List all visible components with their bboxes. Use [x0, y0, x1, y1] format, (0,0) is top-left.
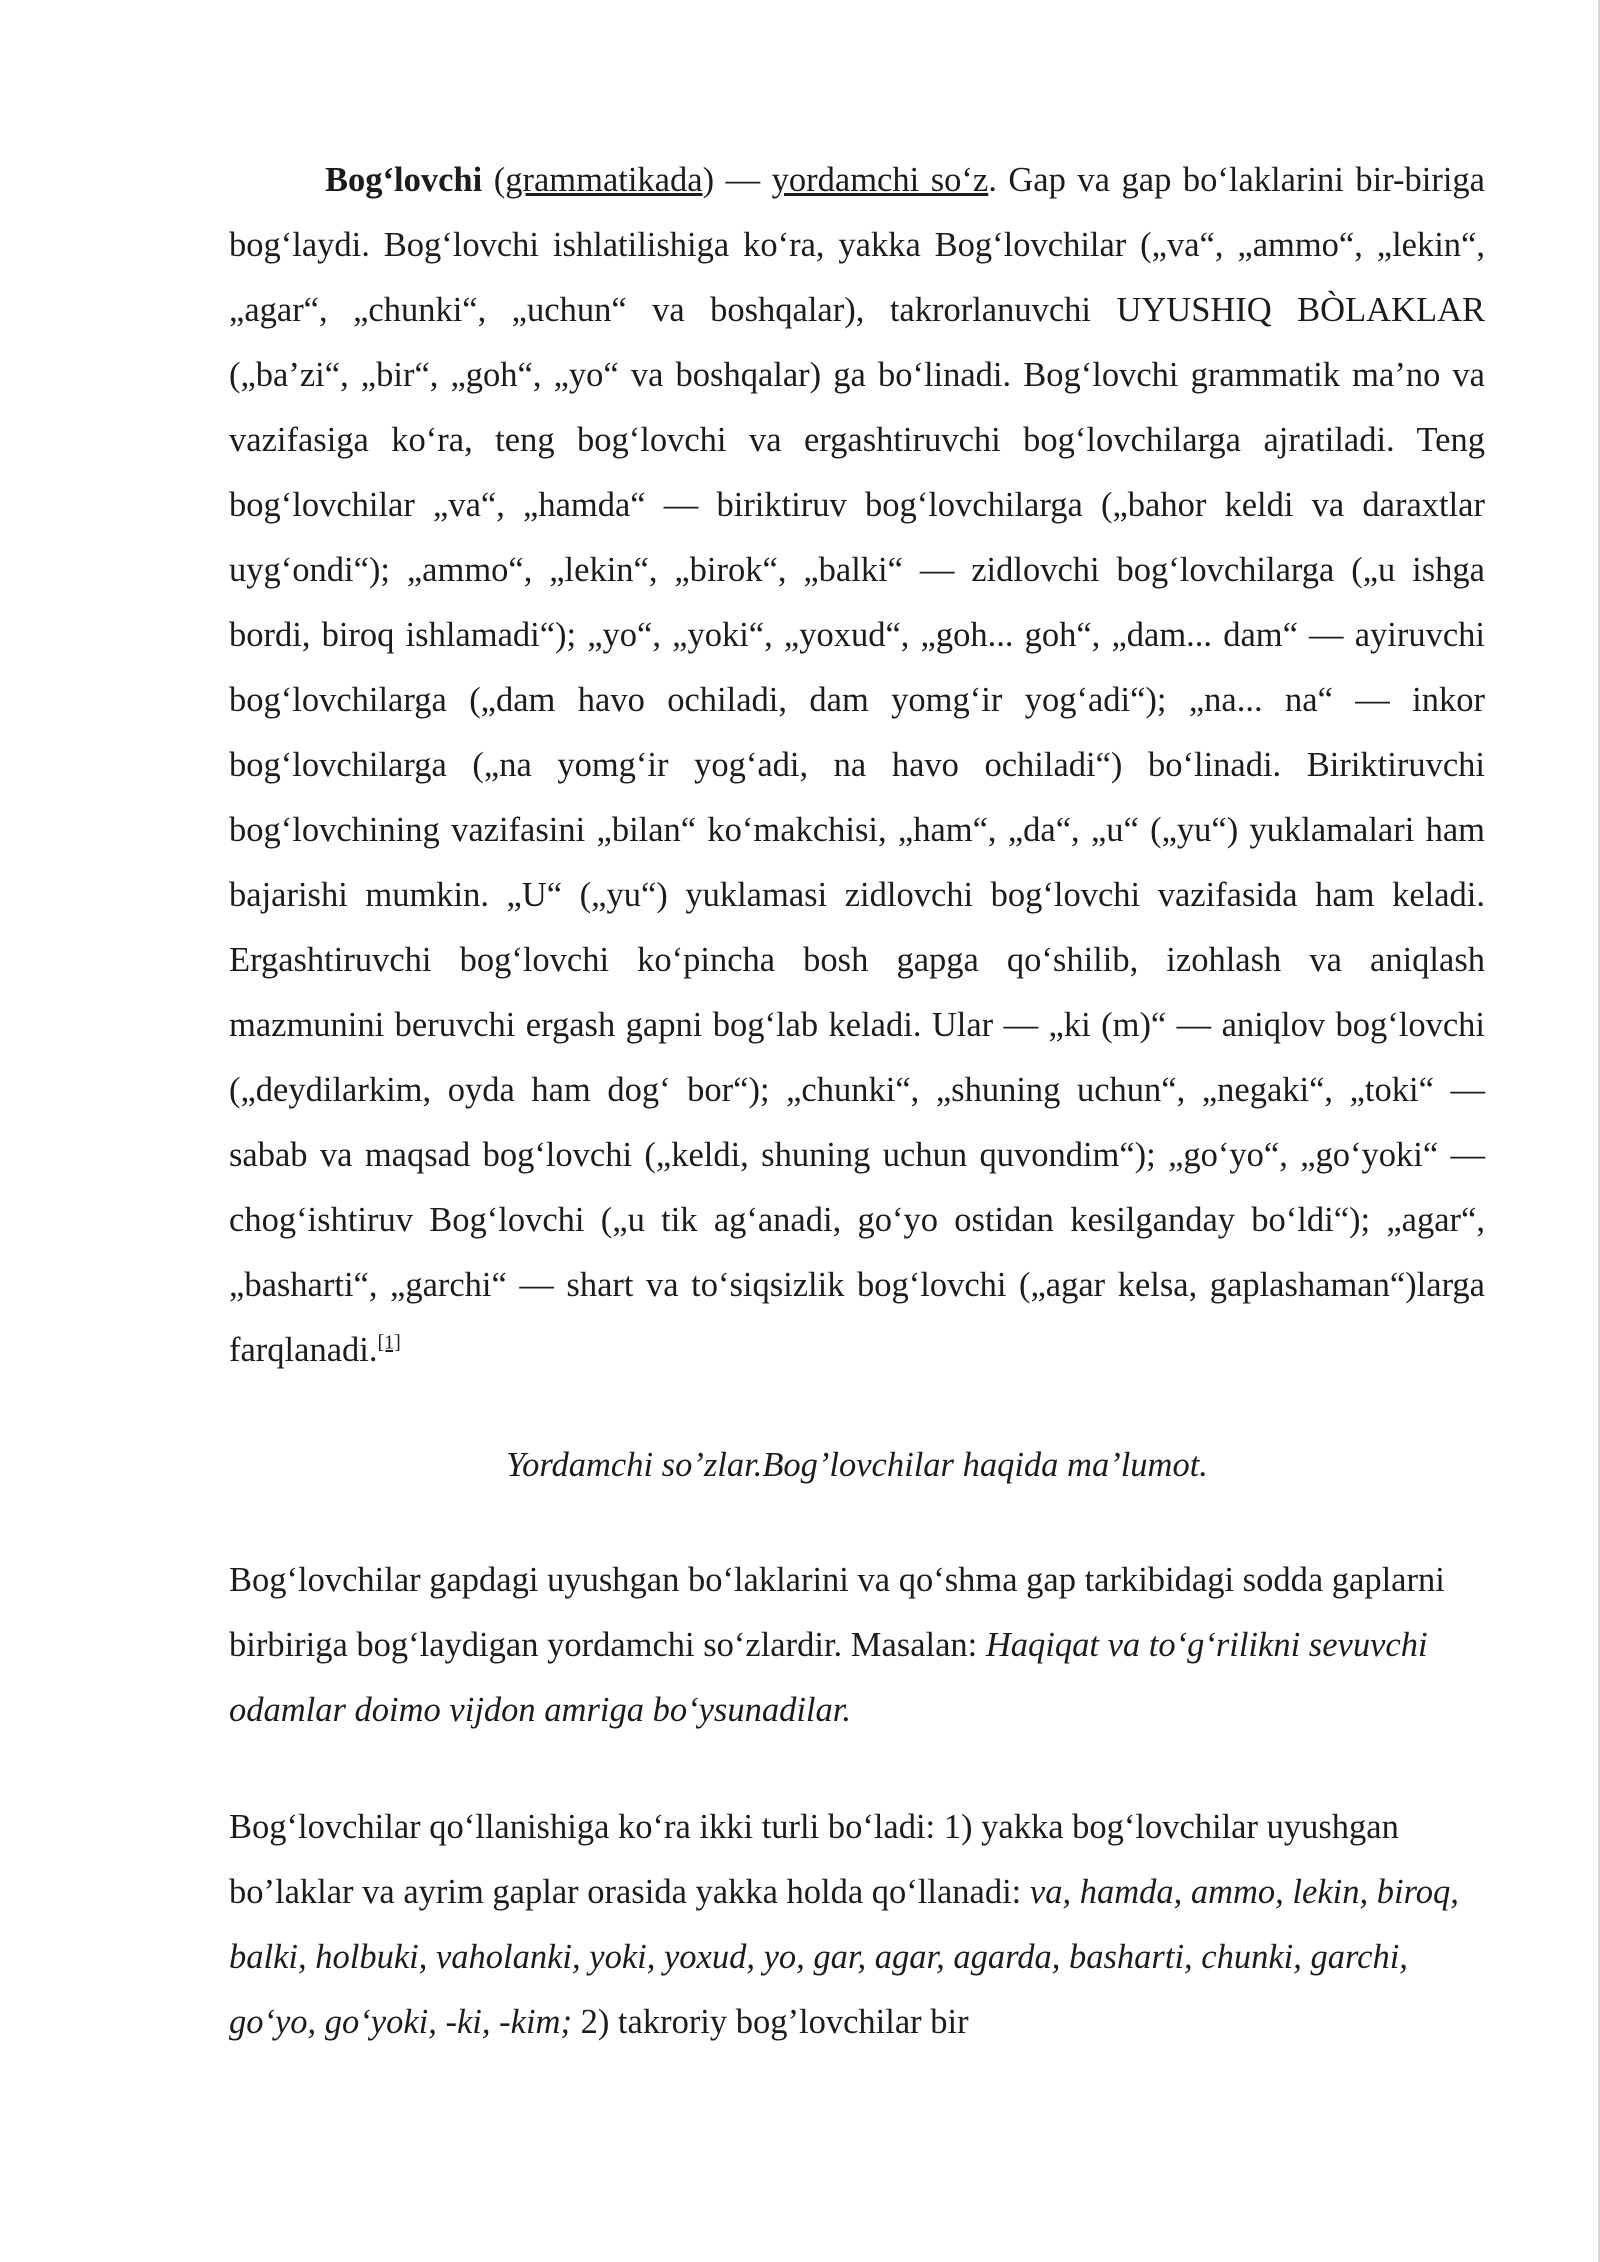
- paragraph-2-text: Bog‘lovchilar gapdagi uyushgan bo‘laklarini va qo‘shma gap tarkibidagi sodda gaplarni birbiriga bog‘laydigan yordamchi so‘zlardir. Masalan:: [229, 1561, 1445, 1664]
- paragraph-3-text: Bog‘lovchilar qo‘llanishiga ko‘ra ikki turli bo‘ladi: 1) yakka bog‘lovchilar uyushgan bo’laklar va ayrim gaplar orasida yakka holda qo‘llanadi:: [229, 1808, 1399, 1911]
- section-heading: Yordamchi so’zlar.Bog’lovchilar haqida ma’lumot.: [506, 1446, 1208, 1484]
- intro-body-text: . Gap va gap bo‘laklarini bir-biriga bog‘laydi. Bog‘lovchi ishlatilishiga ko‘ra, yakka Bog‘lovchilar („va“, „ammo“, „lekin“, „agar“, „chunki“, „uchun“ va boshqalar), takrorlanuvchi UYUSHIQ BÒLAKLAR („ba’zi“, „bir“, „goh“, „yo“ va boshqalar) ga bo‘linadi. Bog‘lovchi grammatik ma’no va vazifasiga ko‘ra, teng bog‘lovchi va ergashtiruvchi bog‘lovchilarga ajratiladi. Teng bog‘lovchilar „va“, „hamda“ — biriktiruv bog‘lovchilarga („bahor keldi va daraxtlar uyg‘ondi“); „ammo“, „lekin“, „birok“, „balki“ — zidlovchi bog‘lovchilarga („u ishga bordi, biroq ishlamadi“); „yo“, „yoki“, „yoxud“, „goh... goh“, „dam... dam“ — ayiruvchi bog‘lovchilarga („dam havo ochiladi, dam yomg‘ir yog‘adi“); „na... na“ — inkor bog‘lovchilarga („na yomg‘ir yog‘adi, na havo ochiladi“) bo‘linadi. Biriktiruvchi bog‘lovchining vazifasini „bilan“ ko‘makchisi, „ham“, „da“, „u“ („yu“) yuklamalari ham bajarishi mumkin. „U“ („yu“) yuklamasi zidlovchi bog‘lovchi vazifasida ham keladi. Ergashtiruvchi bog‘lovchi ko‘pincha bosh gapga qo‘shilib, izohlash va aniqlash mazmunini beruvchi ergash gapni bog‘lab keladi. Ular — „ki (m)“ — aniqlov bog‘lovchi („deydilarkim, oyda ham dog‘ bor“); „chunki“, „shuning uchun“, „negaki“, „toki“ — sabab va maqsad bog‘lovchi („keldi, shuning uchun quvondim“); „go‘yo“, „go‘yoki“ — chog‘ishtiruv Bog‘lovchi („u tik ag‘anadi, go‘yo ostidan kesilganday bo‘ldi“); „agar“, „basharti“, „garchi“ — shart va to‘siqsizlik bog‘lovchi („agar kelsa, gaplashaman“)larga farqlanadi.: [229, 161, 1485, 1369]
- document-body: [229, 148, 1485, 2055]
- intro-paragraph: Bog‘lovchi (grammatikada) — yordamchi so‘z. Gap va gap bo‘laklarini bir-biriga bog‘laydi. Bog‘lovchi ishlatilishiga ko‘ra, yakka Bog‘lovchilar („va“, „ammo“, „lekin“, „agar“, „chunki“, „uchun“ va boshqalar), takrorlanuvchi UYUSHIQ BÒLAKLAR („ba’zi“, „bir“, „goh“, „yo“ va boshqalar) ga bo‘linadi. Bog‘lovchi grammatik ma’no va vazifasiga ko‘ra, teng bog‘lovchi va ergashtiruvchi bog‘lovchilarga ajratiladi. Teng bog‘lovchilar „va“, „hamda“ — biriktiruv bog‘lovchilarga („bahor keldi va daraxtlar uyg‘ondi“); „ammo“, „lekin“, „birok“, „balki“ — zidlovchi bog‘lovchilarga („u ishga bordi, biroq ishlamadi“); „yo“, „yoki“, „yoxud“, „goh... goh“, „dam... dam“ — ayiruvchi bog‘lovchilarga („dam havo ochiladi, dam yomg‘ir yog‘adi“); „na... na“ — inkor bog‘lovchilarga („na yomg‘ir yog‘adi, na havo ochiladi“) bo‘linadi. Biriktiruvchi bog‘lovchining vazifasini „bilan“ ko‘makchisi, „ham“, „da“, „u“ („yu“) yuklamalari ham bajarishi mumkin. „U“ („yu“) yuklamasi zidlovchi bog‘lovchi vazifasida ham keladi. Ergashtiruvchi bog‘lovchi ko‘pincha bosh gapga qo‘shilib, izohlash va aniqlash mazmunini beruvchi ergash gapni bog‘lab keladi. Ular — „ki (m)“ — aniqlov bog‘lovchi („deydilarkim, oyda ham dog‘ bor“); „chunki“, „shuning uchun“, „negaki“, „toki“ — sabab va maqsad bog‘lovchi („keldi, shuning uchun quvondim“); „go‘yo“, „go‘yoki“ — chog‘ishtiruv Bog‘lovchi („u tik ag‘anadi, go‘yo ostidan kesilganday bo‘ldi“); „agar“, „basharti“, „garchi“ — shart va to‘siqsizlik bog‘lovchi („agar kelsa, gaplashaman“)larga farqlanadi.[1]: [229, 161, 1485, 1369]
- term-bold: Bog‘lovchi: [325, 161, 483, 199]
- paragraph-2: [229, 1548, 1485, 1743]
- paragraph-3-examples: va, hamda, ammo, lekin, biroq, balki, holbuki, vaholanki, yoki, yoxud, yo, gar, agar, agarda, basharti, chunki, garchi, go‘yo, go‘yoki, -ki, -kim;: [229, 1873, 1459, 2041]
- link-grammatikada[interactable]: grammatikada: [505, 161, 703, 199]
- paragraph-3-tail: 2) takroriy bog’lovchilar bir: [571, 2003, 969, 2041]
- link-yordamchi-soz[interactable]: yordamchi so‘z: [771, 161, 989, 199]
- paragraph-2-example: Haqiqat va to‘g‘rilikni sevuvchi odamlar doimo vijdon amriga bo‘ysunadilar.: [229, 1626, 1428, 1729]
- footnote-link[interactable]: [1]: [377, 1331, 401, 1354]
- paragraph-3: [229, 1795, 1485, 2055]
